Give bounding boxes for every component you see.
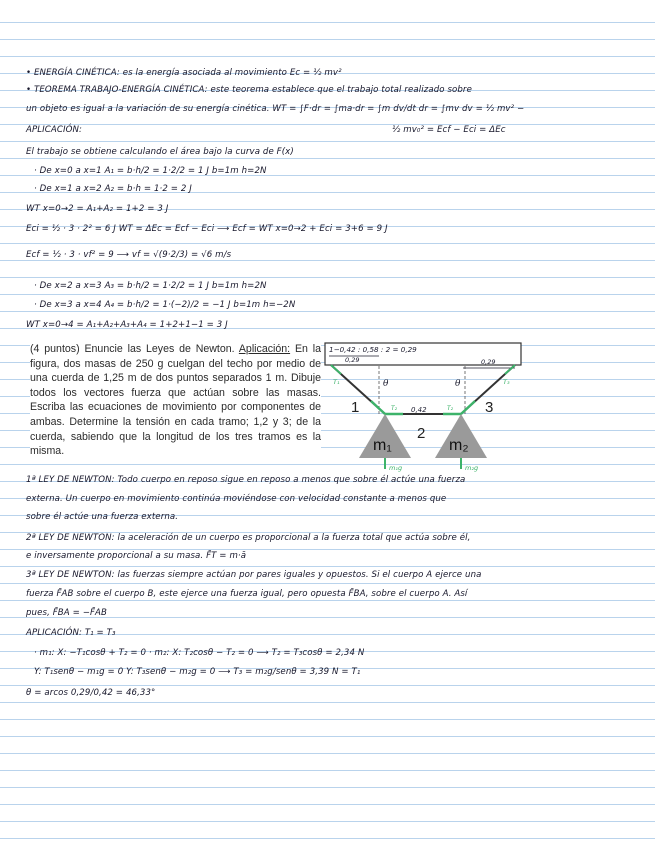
note-work-energy-theorem: • TEOREMA TRABAJO-ENERGÍA CINÉTICA: este teorema establece que el trabajo total realizado sobre <box>26 85 472 95</box>
fig-number-2: 2 <box>417 425 426 442</box>
note-eci: Eci = ½ · 3 · 2² = 6 J WT = ΔEc = Ecf − Eci ⟶ Ecf = WT x=0→2 + Eci = 3+6 = 9 J <box>26 224 388 234</box>
fig-w2-label: m₂g <box>465 464 479 472</box>
note-application-2: APLICACIÓN: T₁ = T₃ <box>26 628 116 638</box>
problem-title: Enuncie las Leyes de Newton. <box>84 343 235 355</box>
note-ecf-vf: Ecf = ½ · 3 · vf² = 9 ⟶ vf = √(9·2/3) = √6 m/s <box>26 250 232 260</box>
note-newton-1c: sobre él actúe una fuerza externa. <box>26 512 179 522</box>
mass-1-label: m₁ <box>373 437 392 454</box>
note-newton-2b: e inversamente proporcional a su masa. F̄T = m·ā <box>26 551 247 561</box>
note-a2: · De x=1 a x=2 A₂ = b·h = 1·2 = 2 J <box>34 184 192 194</box>
note-application-heading: APLICACIÓN: <box>26 125 82 135</box>
note-theta: θ = arcos 0,29/0,42 = 46,33° <box>26 688 156 698</box>
note-delta-ec: ½ mv₀² = Ecf − Eci = ΔEc <box>392 125 506 135</box>
fig-number-1: 1 <box>351 399 360 416</box>
note-wt-0-2: WT x=0→2 = A₁+A₂ = 1+2 = 3 J <box>26 204 169 214</box>
fig-t3-label: T₃ <box>503 378 510 386</box>
note-a3: · De x=2 a x=3 A₃ = b·h/2 = 1·2/2 = 1 J b=1m h=2N <box>34 281 267 291</box>
note-eq-y: Y: T₁senθ − m₁g = 0 Y: T₃senθ − m₂g = 0 ⟶ T₃ = m₂g/senθ = 3,39 N = T₁ <box>34 667 361 677</box>
fig-t2b-label: T₂ <box>447 405 454 412</box>
fig-theta-right: θ <box>455 379 461 389</box>
fig-t2a-label: T₂ <box>391 405 398 412</box>
fig-top-label: 1−0,42 : 0,58 : 2 = 0,29 <box>329 345 417 354</box>
vector-t3 <box>461 401 475 414</box>
vector-t1 <box>371 401 385 414</box>
note-newton-3b: fuerza F̄AB sobre el cuerpo B, este ejerce una fuerza igual, pero opuesta F̄BA, sobre el cuerpo A. Así <box>26 589 468 599</box>
hanging-masses-figure <box>323 340 523 474</box>
fig-seg-right-label: 0,29 <box>481 358 496 366</box>
note-newton-3a: 3ª LEY DE NEWTON: las fuerzas siempre actúan por pares iguales y opuestos. Si el cuerpo A ejerce una <box>26 570 482 580</box>
problem-points: (4 puntos) <box>30 343 80 355</box>
vector-t3-top <box>505 365 515 374</box>
problem-application-label: Aplicación: <box>238 343 291 355</box>
fig-seg-left-label: 0,29 <box>345 356 360 364</box>
note-a1: · De x=0 a x=1 A₁ = b·h/2 = 1·2/2 = 1 J b=1m h=2N <box>34 166 267 176</box>
note-kinetic-energy: • ENERGÍA CINÉTICA: es la energía asociada al movimiento Ec = ½ mv² <box>26 68 342 78</box>
problem-body: En la figura, dos masas de 250 g cuelgan del techo por medio de una cuerda de 1,25 m de dos puntos separados 1 m. Dibuje todos los vectores fuerza que actúan sobre las masas. Escriba las ecuaciones de movimiento por componentes de ambas. Determine la tensión en cada tramo; 1,2 y 3; de la cuerda, sabiendo que la longitud de los tres tramos es la misma. <box>30 343 322 458</box>
vector-t1-top <box>331 365 341 374</box>
note-work-energy-formula: un objeto es igual a la variación de su energía cinética. WT = ∫F·dr = ∫ma·dr = ∫m dv/dt dr = ∫mv dv = ½ mv² − <box>26 104 525 114</box>
note-eq-x: · m₁: X: −T₁cosθ + T₂ = 0 · m₂: X: T₂cosθ − T₂ = 0 ⟶ T₂ = T₃cosθ = 2,34 N <box>34 648 365 658</box>
note-area-under-curve: El trabajo se obtiene calculando el área bajo la curva de F(x) <box>26 147 294 157</box>
note-wt-0-4: WT x=0→4 = A₁+A₂+A₃+A₄ = 1+2+1−1 = 3 J <box>26 320 228 330</box>
note-newton-3c: pues, F̄BA = −F̄AB <box>26 608 108 618</box>
note-newton-2a: 2ª LEY DE NEWTON: la aceleración de un cuerpo es proporcional a la fuerza total que actúa sobre él, <box>26 533 471 543</box>
mass-2-label: m₂ <box>449 437 469 454</box>
fig-w1-label: m₁g <box>389 464 403 472</box>
note-a4: · De x=3 a x=4 A₄ = b·h/2 = 1·(−2)/2 = −1 J b=1m h=−2N <box>34 300 296 310</box>
note-newton-1b: externa. Un cuerpo en movimiento continúa moviéndose con velocidad constante a menos que <box>26 494 447 504</box>
problem-statement <box>30 342 321 459</box>
fig-number-3: 3 <box>485 399 494 416</box>
fig-t1-label: T₁ <box>333 378 340 386</box>
fig-theta-left: θ <box>383 379 389 389</box>
note-newton-1a: 1ª LEY DE NEWTON: Todo cuerpo en reposo sigue en reposo a menos que sobre él actúe una fuerza <box>26 475 466 485</box>
fig-mid-length: 0,42 <box>411 406 427 414</box>
